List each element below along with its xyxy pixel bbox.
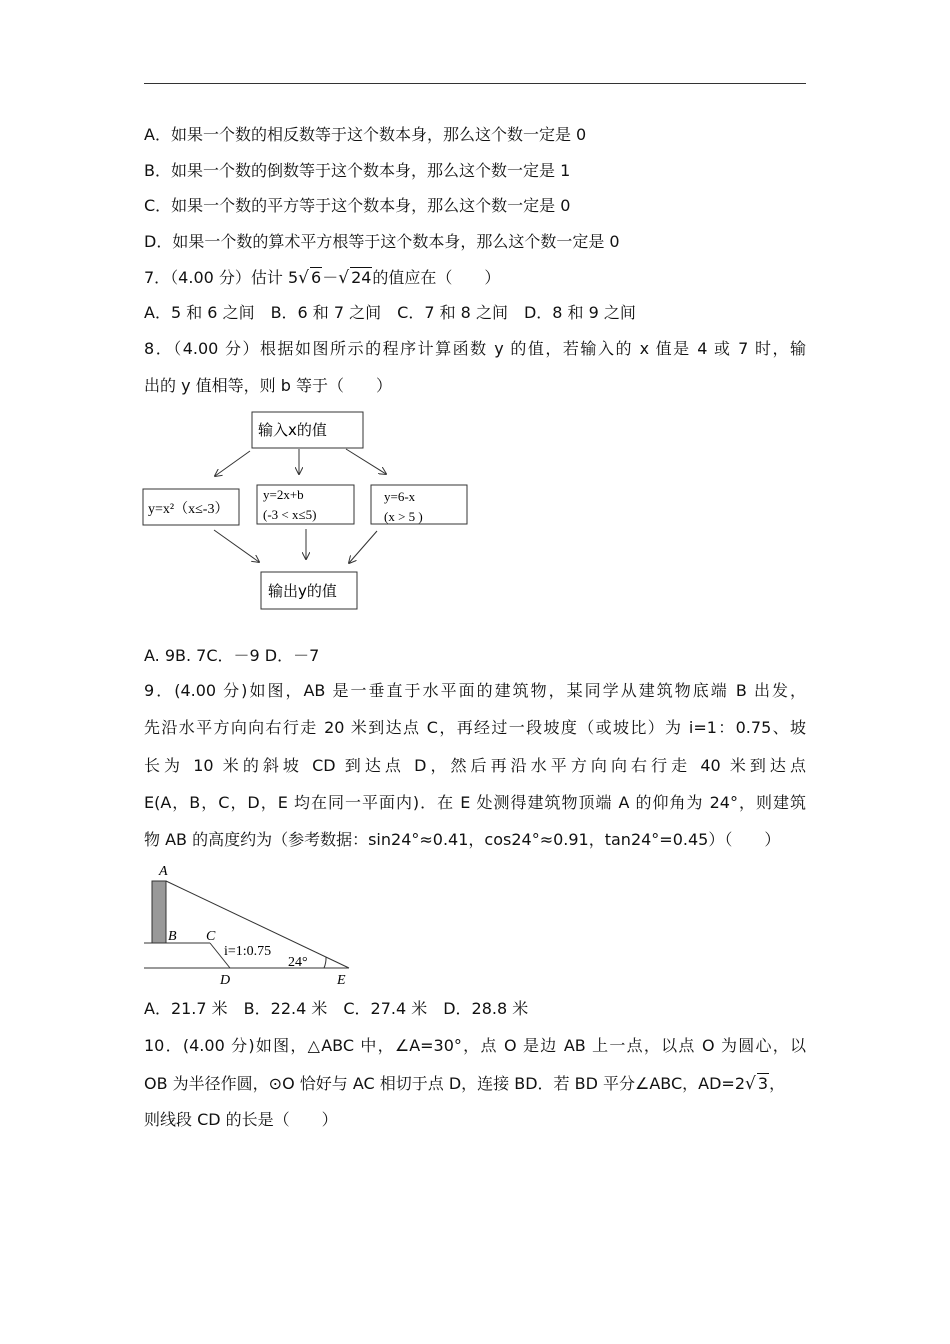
q7-suffix: 的值应在（ ）: [372, 268, 501, 287]
header-rule: [144, 83, 806, 84]
sqrt-3: √ 3: [745, 1074, 769, 1094]
label-d: D: [220, 973, 231, 988]
flow-arrow-out-left: [214, 530, 259, 562]
q7-stem: [144, 267, 806, 288]
flow-arrow-out-right: [349, 531, 377, 563]
q6-option-b: B．如果一个数的倒数等于这个数本身，那么这个数一定是 1: [144, 161, 571, 180]
flow-box-3-line1: y=6-x: [384, 489, 416, 504]
q9-stem-line3: 长为 10 米的斜坡 CD 到达点 D，然后再沿水平方向向右行走 40 米到达点: [144, 756, 806, 775]
flow-box-2-line1: y=2x+b: [263, 487, 304, 502]
flow-box-2-line2: (-3 < x≤5): [263, 507, 317, 522]
q6-option-d: D．如果一个数的算术平方根等于这个数本身，那么这个数一定是 0: [144, 232, 620, 251]
label-c: C: [206, 929, 216, 944]
sqrt-24: √ 24: [338, 268, 372, 288]
flow-arrow-right: [346, 449, 386, 474]
q7-minus: －: [322, 268, 339, 287]
label-a: A: [159, 864, 168, 879]
q9-stem-line4: E(A，B，C，D，E 均在同一平面内)．在 E 处测得建筑物顶端 A 的仰角为 24°，则建筑: [144, 793, 806, 812]
q6-option-a: A．如果一个数的相反数等于这个数本身，那么这个数一定是 0: [144, 125, 587, 144]
label-angle: 24°: [288, 955, 308, 970]
q7-options: A．5 和 6 之间 B．6 和 7 之间 C．7 和 8 之间 D．8 和 9 之间: [144, 303, 636, 322]
q10-line2-suffix: ，: [769, 1074, 786, 1093]
q10-stem-line1: 10．(4.00 分)如图，△ABC 中，∠A=30°，点 O 是边 AB 上一点，以点 O 为圆心，以: [144, 1036, 806, 1055]
q8-flowchart: [140, 405, 475, 615]
q10-rad: 3: [757, 1074, 769, 1093]
flow-box-3-line2: (x > 5 ): [384, 509, 423, 524]
label-slope-ratio: i=1:0.75: [224, 944, 272, 959]
building-ab: [152, 881, 166, 943]
q9-slope-figure: [140, 860, 355, 990]
flow-input-text: 输入x的值: [258, 421, 327, 439]
flow-arrow-left: [215, 451, 250, 476]
flow-output-text: 输出y的值: [268, 582, 337, 600]
q8-stem-line1: 8．（4.00 分）根据如图所示的程序计算函数 y 的值，若输入的 x 值是 4 或 7 时，输: [144, 339, 806, 358]
label-e: E: [337, 973, 346, 988]
q8-stem-line2: 出的 y 值相等，则 b 等于（ ）: [144, 376, 392, 395]
label-b: B: [168, 929, 177, 944]
q6-option-c: C．如果一个数的平方等于这个数本身，那么这个数一定是 0: [144, 196, 571, 215]
q10-line2-prefix: OB 为半径作圆，⊙O 恰好与 AC 相切于点 D，连接 BD．若 BD 平分∠ABC，AD=2: [144, 1074, 746, 1093]
sqrt-6: √ 6: [298, 268, 322, 288]
q9-stem-line5: 物 AB 的高度约为（参考数据：sin24°≈0.41，cos24°≈0.91，tan24°=0.45）（ ）: [144, 830, 781, 849]
q9-options: A．21.7 米 B．22.4 米 C．27.4 米 D．28.8 米: [144, 999, 529, 1018]
q7-rad2: 24: [351, 268, 372, 287]
q7-rad1: 6: [311, 268, 322, 287]
q10-stem-line2: [144, 1073, 806, 1094]
q7-prefix: 7．（4.00 分）估计 5: [144, 268, 299, 287]
flow-box-1-text: y=x²（x≤-3）: [148, 502, 229, 517]
q8-options: A. 9B. 7C．－9 D．－7: [144, 646, 320, 665]
q9-stem-line2: 先沿水平方向向右行走 20 米到达点 C，再经过一段坡度（或坡比）为 i=1：0.75、坡: [144, 718, 806, 737]
angle-arc-24: [324, 957, 326, 968]
q9-stem-line1: 9．(4.00 分)如图，AB 是一垂直于水平面的建筑物，某同学从建筑物底端 B 出发，: [144, 681, 806, 700]
q10-stem-line3: 则线段 CD 的长是（ ）: [144, 1110, 338, 1129]
